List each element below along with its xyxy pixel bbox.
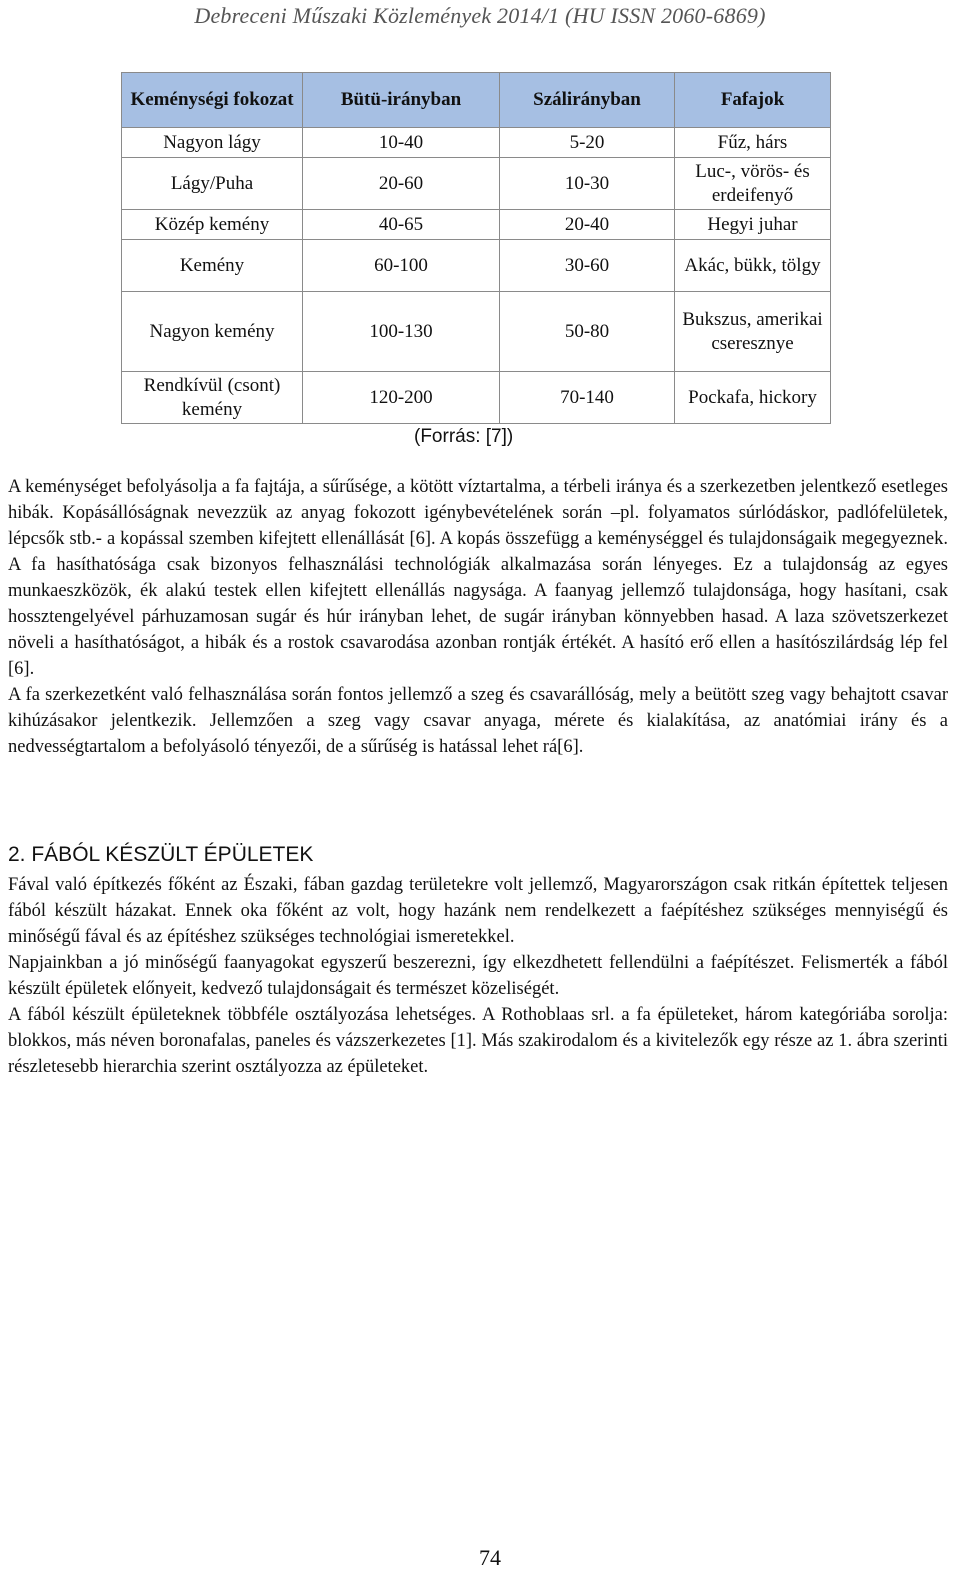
table-row: [122, 128, 831, 158]
hardness-table: [121, 72, 831, 424]
table-cell: 100-130: [303, 292, 500, 372]
table-cell: Közép kemény: [122, 210, 303, 240]
table-cell: Nagyon kemény: [122, 292, 303, 372]
table-cell: 20-40: [500, 210, 675, 240]
table-cell: 50-80: [500, 292, 675, 372]
table-row: [122, 240, 831, 292]
paragraph: A keménységet befolyásolja a fa fajtája, a sűrűsége, a kötött víztartalma, a térbeli iránya és a szerkezetben jelentkező esetleges hibák. Kopásállóságnak nevezzük az anyag fokozott igénybevételének során –pl. folyamatos súrlódáskor, padlófelületek, lépcsők stb.- a kopással szemben kifejtett ellenállását [6]. A kopás összefügg a keménységgel és tulajdonságaik megegyeznek. A fa hasíthatósága csak bizonyos felhasználási technológiák alkalmazása során lényeges. Ez a tulajdonság az egyes munkaeszközök, ék alakú testek ellen kifejtett ellenállás nagysága. A faanyag jellemző tulajdonsága, hogy hasítani, csak hossztengelyével párhuzamosan sugár és húr irányban lehet, de sugár irányban könnyebben hasad. A laza szövetszerkezet növeli a hasíthatóságot, a hibák és a rostok csavarodása azonban rontják értékét. A hasító erő ellen a hasítószilárdság lép fel [6].: [8, 477, 948, 679]
table-cell: 40-65: [303, 210, 500, 240]
body-text-block-1: [8, 474, 948, 760]
table-header-row: [122, 73, 831, 128]
table-cell: Lágy/Puha: [122, 158, 303, 210]
paragraph: Fával való építkezés főként az Északi, fában gazdag területekre volt jellemző, Magyarországon csak ritkán építettek teljesen fából készült házakat. Ennek oka főként az volt, hogy hazánk nem rendelkezett a faépítéshez szükséges mennyiségű és minőségű fával és az építéshez szükséges technológiai ismeretekkel.: [8, 875, 948, 947]
table-cell: Hegyi juhar: [675, 210, 831, 240]
table-cell: 60-100: [303, 240, 500, 292]
column-header: Keménységi fokozat: [122, 73, 303, 128]
column-header: Szálirányban: [500, 73, 675, 128]
column-header: Fafajok: [675, 73, 831, 128]
body-text-block-2: [8, 872, 948, 1080]
table-cell: Nagyon lágy: [122, 128, 303, 158]
table-row: [122, 372, 831, 424]
page-number: 74: [479, 1545, 501, 1570]
table-row: [122, 158, 831, 210]
table-cell: 10-30: [500, 158, 675, 210]
table-source-note: (Forrás: [7]): [414, 426, 514, 447]
paragraph: A fából készült épületeknek többféle osztályozása lehetséges. A Rothoblaas srl. a fa épületeket, három kategóriába sorolja: blokkos, más néven boronafalas, paneles és vázszerkezetes [1]. Más szakirodalom és a kivitelezők egy része az 1. ábra szerinti részletesebb hierarchia szerint osztályozza az épületeket.: [8, 1005, 948, 1077]
table-cell: Akác, bükk, tölgy: [675, 240, 831, 292]
table-cell: Luc-, vörös- és erdeifenyő: [675, 158, 831, 210]
table-cell: Kemény: [122, 240, 303, 292]
section-title: 2. FÁBÓL KÉSZÜLT ÉPÜLETEK: [8, 843, 314, 866]
table-cell: 120-200: [303, 372, 500, 424]
table-row: [122, 292, 831, 372]
journal-header: Debreceni Műszaki Közlemények 2014/1 (HU ISSN 2060-6869): [194, 3, 766, 28]
paragraph: A fa szerkezetként való felhasználása során fontos jellemző a szeg és csavarállóság, mely a beütött szeg vagy behajtott csavar kihúzásakor jelentkezik. Jellemzően a szeg vagy csavar anyaga, mérete és kialakítása, az anatómiai irány és a nedvességtartalom a befolyásoló tényezői, de a sűrűség is hatással lehet rá[6].: [8, 685, 948, 757]
table-cell: Fűz, hárs: [675, 128, 831, 158]
paragraph: Napjainkban a jó minőségű faanyagokat egyszerű beszerezni, így elkezdhetett fellendülni a faépítészet. Felismerték a fából készült épületek előnyeit, kedvező tulajdonságait és természet közeliségét.: [8, 953, 948, 999]
table-cell: Bukszus, amerikai cseresznye: [675, 292, 831, 372]
table-row: [122, 210, 831, 240]
table-cell: Rendkívül (csont) kemény: [122, 372, 303, 424]
table-cell: 20-60: [303, 158, 500, 210]
table-cell: 10-40: [303, 128, 500, 158]
table-cell: Pockafa, hickory: [675, 372, 831, 424]
column-header: Bütü-irányban: [303, 73, 500, 128]
table-cell: 70-140: [500, 372, 675, 424]
table-cell: 5-20: [500, 128, 675, 158]
table-cell: 30-60: [500, 240, 675, 292]
